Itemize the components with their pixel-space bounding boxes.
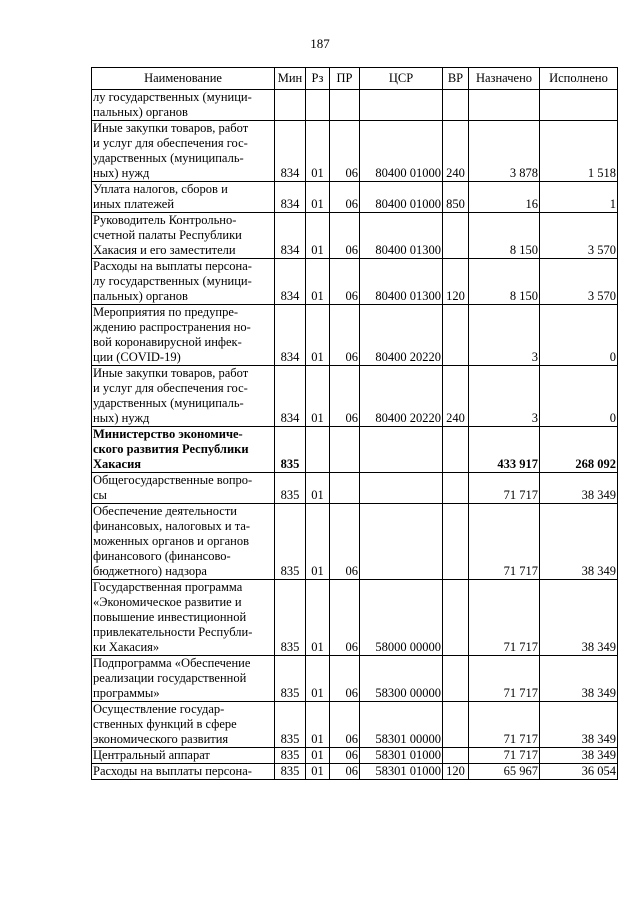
cell-pr: 06 xyxy=(330,580,360,656)
name-line: Уплата налогов, сборов и xyxy=(93,182,228,196)
cell-vr xyxy=(443,580,469,656)
name-line: программы» xyxy=(93,686,160,700)
cell-min xyxy=(275,90,306,121)
name-line: Хакасия и его заместители xyxy=(93,243,236,257)
cell-assigned: 8 150 xyxy=(469,213,540,259)
name-line: лу государственных (муници- xyxy=(93,274,252,288)
cell-min: 834 xyxy=(275,121,306,182)
cell-csr: 80400 01000 xyxy=(360,182,443,213)
cell-assigned: 16 xyxy=(469,182,540,213)
cell-rz: 01 xyxy=(306,764,330,780)
header-name: Наименование xyxy=(92,68,275,90)
cell-csr: 80400 20220 xyxy=(360,366,443,427)
name-line: моженных органов и органов xyxy=(93,534,249,548)
name-line: ных) нужд xyxy=(93,411,150,425)
table-row xyxy=(92,702,618,748)
name-line: повышение инвестиционной xyxy=(93,610,247,624)
name-line: привлекательности Республи- xyxy=(93,625,253,639)
cell-pr xyxy=(330,473,360,504)
cell-pr: 06 xyxy=(330,305,360,366)
name-line: вой коронавирусной инфек- xyxy=(93,335,242,349)
cell-name xyxy=(92,656,275,702)
cell-rz: 01 xyxy=(306,213,330,259)
cell-executed: 0 xyxy=(540,366,618,427)
table-row xyxy=(92,182,618,213)
cell-pr: 06 xyxy=(330,656,360,702)
cell-assigned: 71 717 xyxy=(469,580,540,656)
cell-min: 835 xyxy=(275,504,306,580)
cell-rz: 01 xyxy=(306,366,330,427)
table-row xyxy=(92,427,618,473)
cell-vr xyxy=(443,504,469,580)
cell-pr: 06 xyxy=(330,748,360,764)
name-line: Мероприятия по предупре- xyxy=(93,305,239,319)
cell-csr: 80400 01300 xyxy=(360,259,443,305)
name-line: реализации государственной xyxy=(93,671,247,685)
name-line: ского развития Республики xyxy=(93,442,249,456)
cell-csr: 58300 00000 xyxy=(360,656,443,702)
cell-assigned: 433 917 xyxy=(469,427,540,473)
cell-rz: 01 xyxy=(306,580,330,656)
table-body xyxy=(92,90,618,780)
cell-name xyxy=(92,213,275,259)
cell-rz: 01 xyxy=(306,702,330,748)
cell-vr: 240 xyxy=(443,121,469,182)
cell-csr: 58301 01000 xyxy=(360,764,443,780)
table-row xyxy=(92,504,618,580)
name-line: Расходы на выплаты персона- xyxy=(93,259,252,273)
cell-pr: 06 xyxy=(330,366,360,427)
cell-vr xyxy=(443,702,469,748)
table-row xyxy=(92,305,618,366)
name-line: бюджетного) надзора xyxy=(93,564,207,578)
name-line: Государственная программа xyxy=(93,580,243,594)
name-line: и услуг для обеспечения гос- xyxy=(93,381,248,395)
cell-vr: 240 xyxy=(443,366,469,427)
cell-vr xyxy=(443,213,469,259)
header-min: Мин xyxy=(275,68,306,90)
cell-assigned: 71 717 xyxy=(469,473,540,504)
header-csr: ЦСР xyxy=(360,68,443,90)
table-row xyxy=(92,764,618,780)
cell-assigned: 3 xyxy=(469,305,540,366)
cell-assigned xyxy=(469,90,540,121)
name-line: финансовых, налоговых и та- xyxy=(93,519,251,533)
name-line: ции (COVID-19) xyxy=(93,350,181,364)
name-line: ственных функций в сфере xyxy=(93,717,237,731)
cell-pr: 06 xyxy=(330,764,360,780)
name-line: ждению распространения но- xyxy=(93,320,251,334)
name-line: пальных) органов xyxy=(93,289,188,303)
cell-executed: 1 518 xyxy=(540,121,618,182)
cell-executed: 36 054 xyxy=(540,764,618,780)
cell-rz xyxy=(306,90,330,121)
table-row xyxy=(92,213,618,259)
cell-assigned: 8 150 xyxy=(469,259,540,305)
name-line: Руководитель Контрольно- xyxy=(93,213,237,227)
name-line: Осуществление государ- xyxy=(93,702,225,716)
table-row xyxy=(92,473,618,504)
cell-min: 835 xyxy=(275,764,306,780)
cell-vr: 120 xyxy=(443,764,469,780)
cell-executed xyxy=(540,90,618,121)
cell-assigned: 65 967 xyxy=(469,764,540,780)
page-number: 187 xyxy=(310,36,330,51)
cell-rz: 01 xyxy=(306,656,330,702)
cell-assigned: 3 xyxy=(469,366,540,427)
cell-rz: 01 xyxy=(306,259,330,305)
cell-pr: 06 xyxy=(330,182,360,213)
cell-assigned: 71 717 xyxy=(469,702,540,748)
cell-rz: 01 xyxy=(306,748,330,764)
cell-name xyxy=(92,182,275,213)
cell-executed: 38 349 xyxy=(540,748,618,764)
cell-rz: 01 xyxy=(306,473,330,504)
cell-executed: 3 570 xyxy=(540,213,618,259)
cell-min: 835 xyxy=(275,473,306,504)
cell-vr xyxy=(443,427,469,473)
name-line: финансового (финансово- xyxy=(93,549,231,563)
name-line: Подпрограмма «Обеспечение xyxy=(93,656,251,670)
cell-rz: 01 xyxy=(306,504,330,580)
cell-executed: 1 xyxy=(540,182,618,213)
cell-pr: 06 xyxy=(330,259,360,305)
cell-pr xyxy=(330,90,360,121)
cell-executed: 38 349 xyxy=(540,580,618,656)
cell-pr: 06 xyxy=(330,504,360,580)
cell-csr: 80400 01300 xyxy=(360,213,443,259)
table-row xyxy=(92,580,618,656)
cell-csr: 58301 00000 xyxy=(360,702,443,748)
header-assigned: Назначено xyxy=(469,68,540,90)
cell-pr: 06 xyxy=(330,121,360,182)
cell-name xyxy=(92,504,275,580)
cell-name xyxy=(92,259,275,305)
table-row xyxy=(92,90,618,121)
cell-rz: 01 xyxy=(306,305,330,366)
cell-min: 835 xyxy=(275,748,306,764)
name-line: Иные закупки товаров, работ xyxy=(93,121,249,135)
name-line: Центральный аппарат xyxy=(93,748,210,762)
name-line: Общегосударственные вопро- xyxy=(93,473,253,487)
header-pr: ПР xyxy=(330,68,360,90)
cell-name xyxy=(92,121,275,182)
cell-name xyxy=(92,366,275,427)
cell-rz: 01 xyxy=(306,121,330,182)
table-row xyxy=(92,121,618,182)
cell-executed: 3 570 xyxy=(540,259,618,305)
name-line: ударственных (муниципаль- xyxy=(93,396,244,410)
cell-vr xyxy=(443,656,469,702)
name-line: Министерство экономиче- xyxy=(93,427,243,441)
name-line: Обеспечение деятельности xyxy=(93,504,238,518)
name-line: экономического развития xyxy=(93,732,229,746)
table-row xyxy=(92,366,618,427)
cell-min: 834 xyxy=(275,213,306,259)
cell-min: 834 xyxy=(275,305,306,366)
cell-rz: 01 xyxy=(306,182,330,213)
cell-name xyxy=(92,748,275,764)
name-line: Хакасия xyxy=(93,457,142,471)
cell-csr xyxy=(360,90,443,121)
name-line: пальных) органов xyxy=(93,105,188,119)
cell-min: 834 xyxy=(275,366,306,427)
budget-table xyxy=(91,67,618,780)
cell-csr xyxy=(360,473,443,504)
name-line: ки Хакасия» xyxy=(93,640,160,654)
cell-csr: 80400 01000 xyxy=(360,121,443,182)
name-line: Иные закупки товаров, работ xyxy=(93,366,249,380)
cell-min: 834 xyxy=(275,182,306,213)
name-line: ных) нужд xyxy=(93,166,150,180)
header-executed: Исполнено xyxy=(540,68,618,90)
cell-csr: 58000 00000 xyxy=(360,580,443,656)
cell-assigned: 3 878 xyxy=(469,121,540,182)
header-vr: ВР xyxy=(443,68,469,90)
cell-name xyxy=(92,90,275,121)
cell-rz xyxy=(306,427,330,473)
cell-name xyxy=(92,473,275,504)
name-line: Расходы на выплаты персона- xyxy=(93,764,252,778)
cell-vr xyxy=(443,473,469,504)
cell-vr: 120 xyxy=(443,259,469,305)
cell-vr: 850 xyxy=(443,182,469,213)
cell-min: 834 xyxy=(275,259,306,305)
cell-csr xyxy=(360,504,443,580)
header-rz: Рз xyxy=(306,68,330,90)
cell-pr xyxy=(330,427,360,473)
cell-executed: 38 349 xyxy=(540,656,618,702)
cell-vr xyxy=(443,748,469,764)
cell-vr xyxy=(443,305,469,366)
table-header-row xyxy=(92,68,618,90)
table-row xyxy=(92,259,618,305)
cell-pr: 06 xyxy=(330,213,360,259)
name-line: сы xyxy=(93,488,107,502)
cell-min: 835 xyxy=(275,580,306,656)
table-row xyxy=(92,656,618,702)
name-line: иных платежей xyxy=(93,197,175,211)
cell-min: 835 xyxy=(275,702,306,748)
cell-min: 835 xyxy=(275,656,306,702)
cell-name xyxy=(92,580,275,656)
cell-assigned: 71 717 xyxy=(469,748,540,764)
name-line: лу государственных (муници- xyxy=(93,90,252,104)
cell-name xyxy=(92,427,275,473)
cell-executed: 38 349 xyxy=(540,504,618,580)
cell-executed: 0 xyxy=(540,305,618,366)
name-line: счетной палаты Республики xyxy=(93,228,242,242)
cell-executed: 268 092 xyxy=(540,427,618,473)
cell-csr xyxy=(360,427,443,473)
name-line: «Экономическое развитие и xyxy=(93,595,242,609)
cell-assigned: 71 717 xyxy=(469,656,540,702)
cell-executed: 38 349 xyxy=(540,702,618,748)
cell-csr: 58301 01000 xyxy=(360,748,443,764)
cell-vr xyxy=(443,90,469,121)
cell-name xyxy=(92,305,275,366)
name-line: ударственных (муниципаль- xyxy=(93,151,244,165)
table-row xyxy=(92,748,618,764)
cell-pr: 06 xyxy=(330,702,360,748)
name-line: и услуг для обеспечения гос- xyxy=(93,136,248,150)
cell-min: 835 xyxy=(275,427,306,473)
cell-name xyxy=(92,764,275,780)
cell-executed: 38 349 xyxy=(540,473,618,504)
cell-name xyxy=(92,702,275,748)
cell-csr: 80400 20220 xyxy=(360,305,443,366)
cell-assigned: 71 717 xyxy=(469,504,540,580)
